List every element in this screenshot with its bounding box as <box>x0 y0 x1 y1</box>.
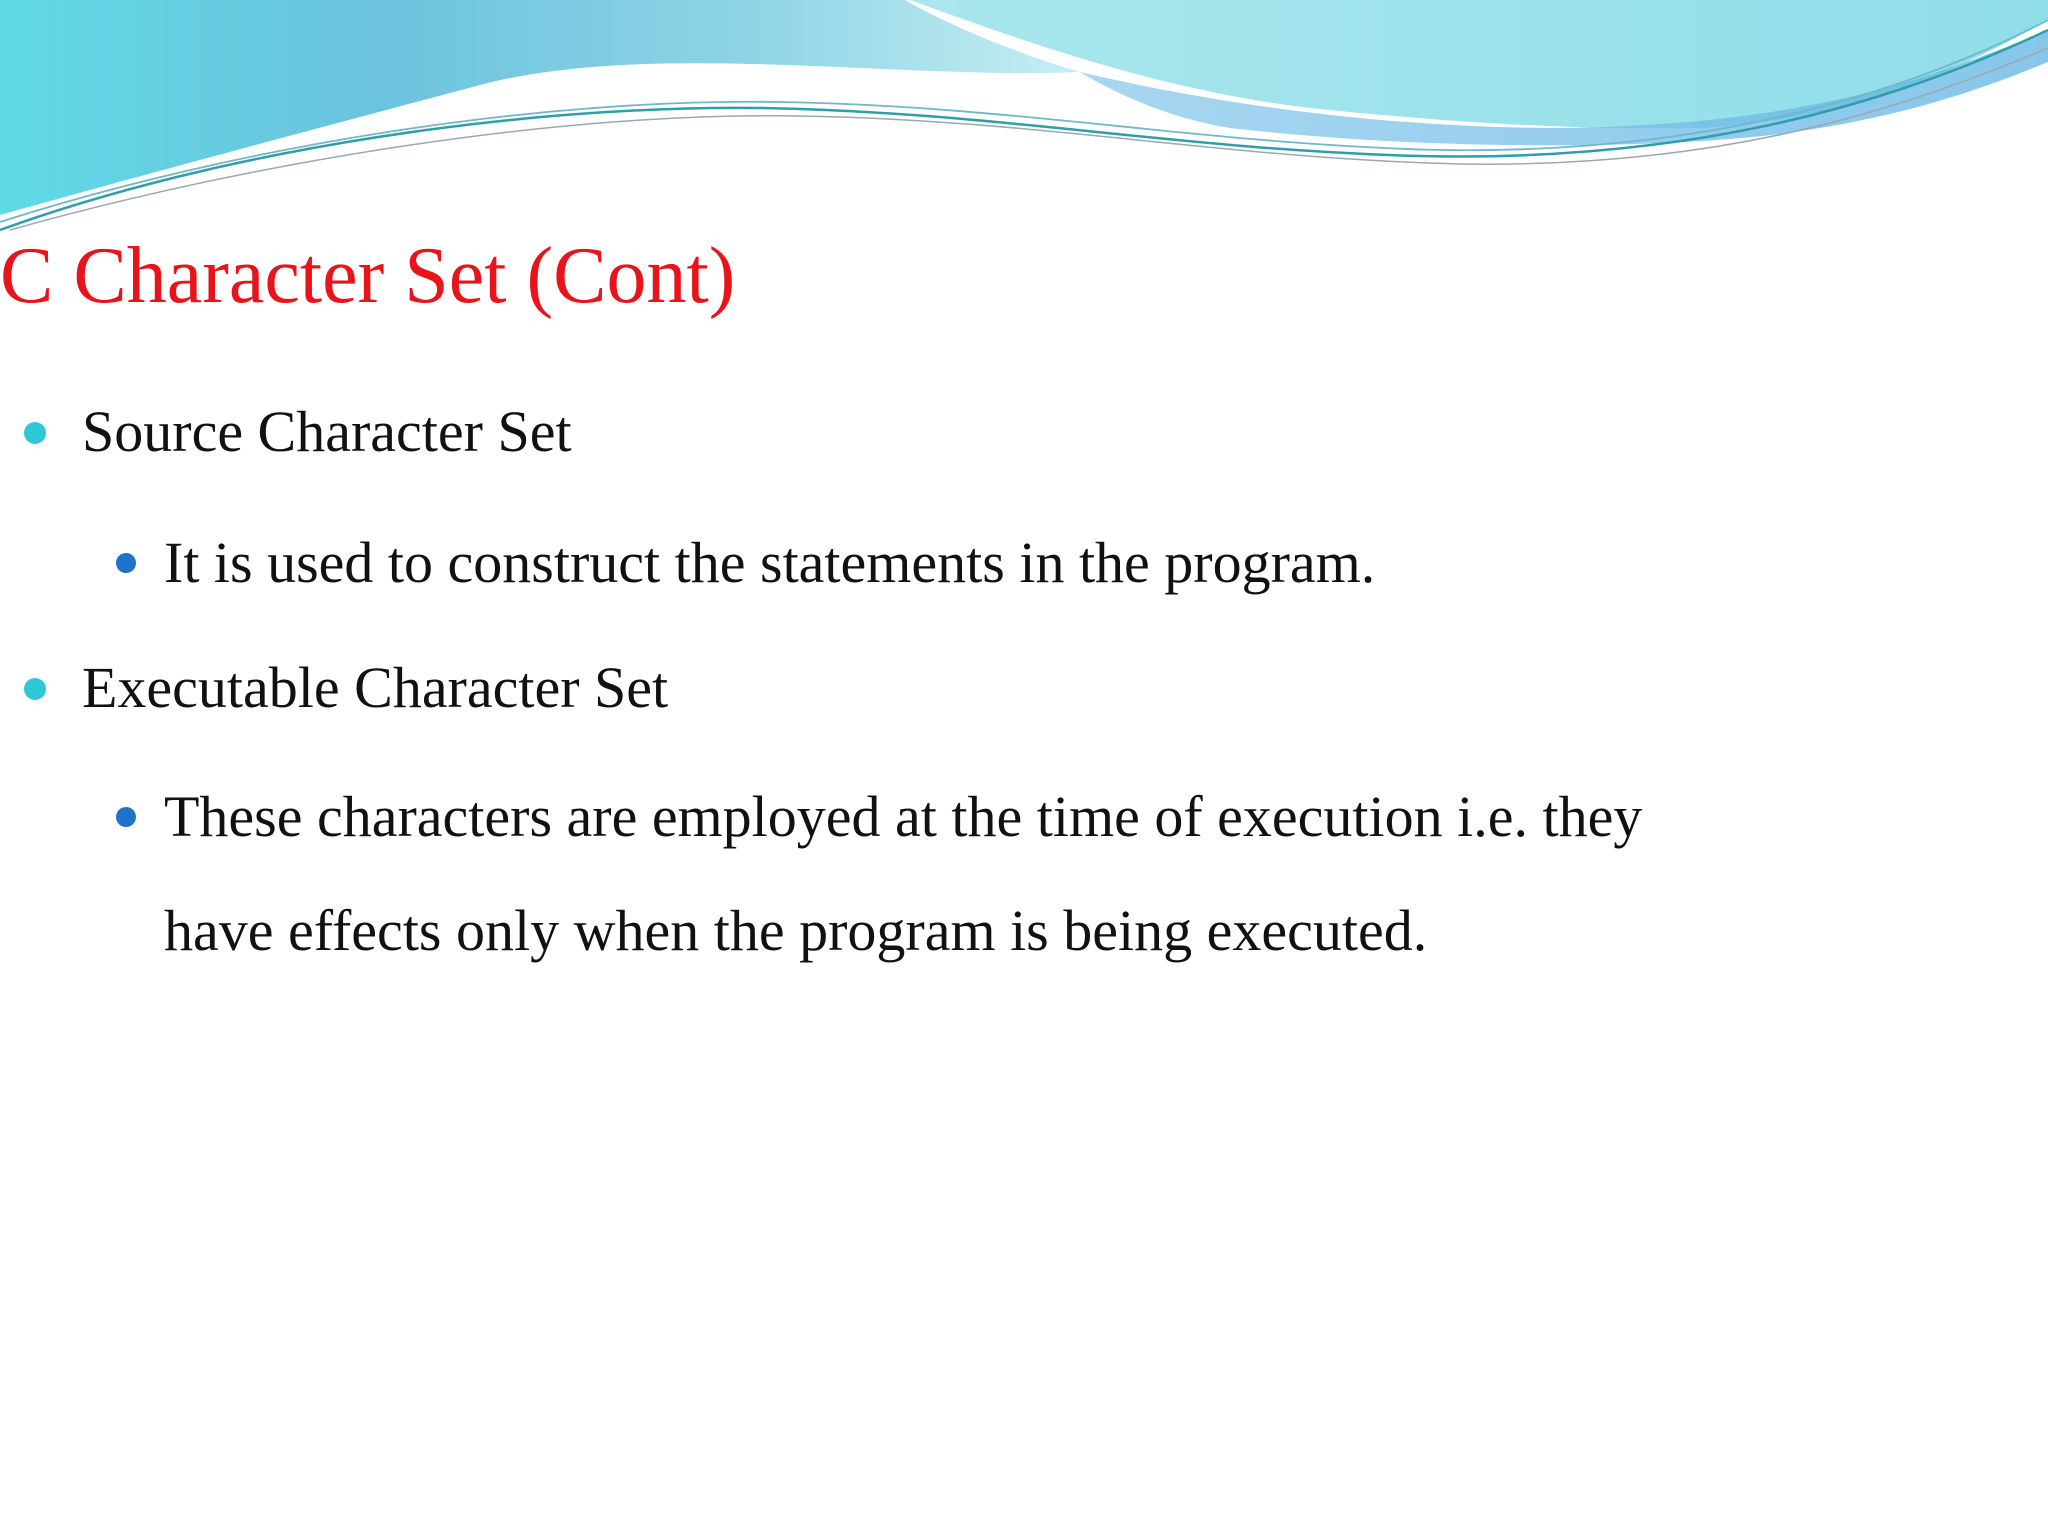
bullet-text: Executable Character Set <box>82 655 669 720</box>
bullet-text-line-1: These characters are employed at the time of execution i.e. they <box>164 784 1643 849</box>
bullet-dot-icon <box>116 807 136 827</box>
bullet-text: Source Character Set <box>82 399 572 464</box>
sub-list-item <box>164 760 1642 988</box>
bullet-dot-icon <box>116 553 136 573</box>
bullet-text-line-2: have effects only when the program is being executed. <box>164 898 1428 963</box>
bullet-dot-icon <box>24 422 46 444</box>
slide-title: C Character Set (Cont) <box>0 232 736 320</box>
list-item <box>82 648 668 728</box>
decorative-wave-banner <box>0 0 2048 240</box>
list-item <box>82 392 572 472</box>
bullet-dot-icon <box>24 678 46 700</box>
bullet-text: It is used to construct the statements in the program. <box>164 530 1376 595</box>
sub-list-item <box>164 506 1375 620</box>
